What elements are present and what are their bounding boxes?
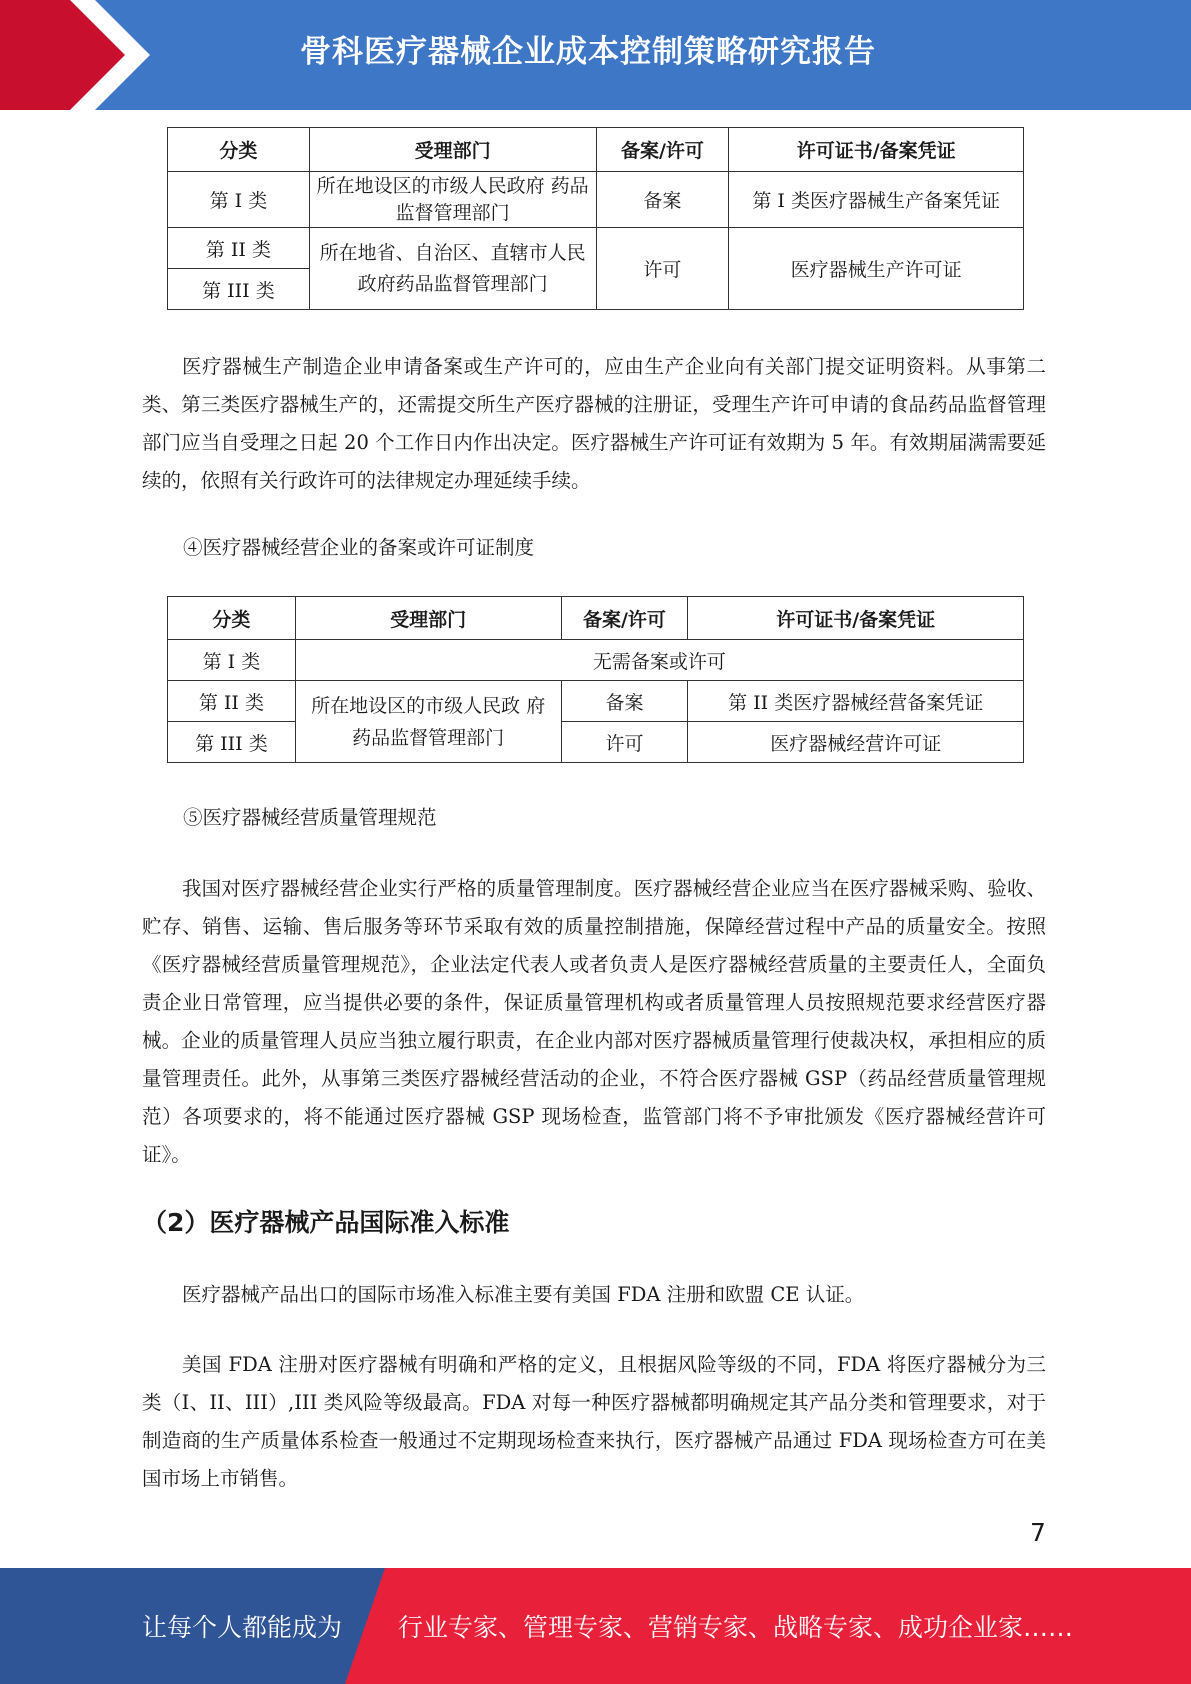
table-header: 分类 [168, 128, 310, 172]
section-title: （2）医疗器械产品国际准入标准 [142, 1208, 510, 1237]
table-cell: 所在地省、自治区、直辖市人民政府药品监督管理部门 [309, 228, 596, 310]
table-cell: 医疗器械经营许可证 [688, 722, 1024, 763]
footer-slogan-right: 行业专家、管理专家、营销专家、战略专家、成功企业家…… [398, 1613, 1074, 1642]
paragraph: 医疗器械生产制造企业申请备案或生产许可的，应由生产企业向有关部门提交证明资料。从事第二类、第三类医疗器械生产的，还需提交所生产医疗器械的注册证，受理生产许可申请的食品药品监督管理部门应当自受理之日起 20 个工作日内作出决定。医疗器械生产许可证有效期为 5 年。有效期届满需要延续的，依照有关行政许可的法律规定办理延续手续。 [142, 355, 1046, 492]
production-license-table [167, 127, 1024, 310]
table-cell: 备案 [561, 681, 688, 722]
table-cell: 第 II 类医疗器械经营备案凭证 [688, 681, 1024, 722]
footer-slogan-left: 让每个人都能成为 [142, 1613, 343, 1642]
table-cell: 第 III 类 [168, 722, 296, 763]
table-cell: 医疗器械生产许可证 [729, 228, 1024, 310]
subheading: ④医疗器械经营企业的备案或许可证制度 [183, 536, 535, 559]
table-header: 许可证书/备案凭证 [688, 597, 1024, 640]
table-cell: 第 III 类 [168, 269, 310, 310]
table-header: 受理部门 [295, 597, 561, 640]
table-cell: 第 II 类 [168, 228, 310, 269]
table-cell: 许可 [561, 722, 688, 763]
paragraph: 我国对医疗器械经营企业实行严格的质量管理制度。医疗器械经营企业应当在医疗器械采购、验收、贮存、销售、运输、售后服务等环节采取有效的质量控制措施，保障经营过程中产品的质量安全。按照《医疗器械经营质量管理规范》，企业法定代表人或者负责人是医疗器械经营质量的主要责任人，全面负责企业日常管理，应当提供必要的条件，保证质量管理机构或者质量管理人员按照规范要求经营医疗器械。企业的质量管理人员应当独立履行职责，在企业内部对医疗器械质量管理行使裁决权，承担相应的质量管理责任。此外，从事第三类医疗器械经营活动的企业，不符合医疗器械 GSP（药品经营质量管理规范）各项要求的，将不能通过医疗器械 GSP 现场检查，监管部门将不予审批颁发《医疗器械经营许可证》。 [142, 877, 1046, 1166]
table-cell: 第 II 类 [168, 681, 296, 722]
table-cell: 所在地设区的市级人民政 府药品监督管理部门 [295, 681, 561, 763]
table-cell: 无需备案或许可 [295, 640, 1023, 681]
table-cell: 第 I 类 [168, 172, 310, 228]
table-cell: 所在地设区的市级人民政府 药品监督管理部门 [309, 172, 596, 228]
table-cell: 备案 [596, 172, 729, 228]
paragraph: 美国 FDA 注册对医疗器械有明确和严格的定义，且根据风险等级的不同，FDA 将医疗器械分为三类（I、II、III）,III 类风险等级最高。FDA 对每一种医疗器械都明确规定其产品分类和管理要求，对于制造商的生产质量体系检查一般通过不定期现场检查来执行，医疗器械产品通过 FDA 现场检查方可在美国市场上市销售。 [142, 1353, 1046, 1490]
table-header: 受理部门 [309, 128, 596, 172]
table-cell: 许可 [596, 228, 729, 310]
page-number: 7 [1030, 1518, 1046, 1547]
table-cell: 第 I 类医疗器械生产备案凭证 [729, 172, 1024, 228]
table-header: 备案/许可 [561, 597, 688, 640]
page-footer [0, 1568, 1191, 1684]
report-title: 骨科医疗器械企业成本控制策略研究报告 [300, 34, 876, 70]
paragraph: 医疗器械产品出口的国际市场准入标准主要有美国 FDA 注册和欧盟 CE 认证。 [182, 1283, 865, 1306]
table-header: 备案/许可 [596, 128, 729, 172]
table-header: 许可证书/备案凭证 [729, 128, 1024, 172]
page-header [0, 0, 1191, 110]
distribution-license-table [167, 596, 1024, 763]
table-cell: 第 I 类 [168, 640, 296, 681]
table-header: 分类 [168, 597, 296, 640]
subheading: ⑤医疗器械经营质量管理规范 [183, 806, 437, 829]
